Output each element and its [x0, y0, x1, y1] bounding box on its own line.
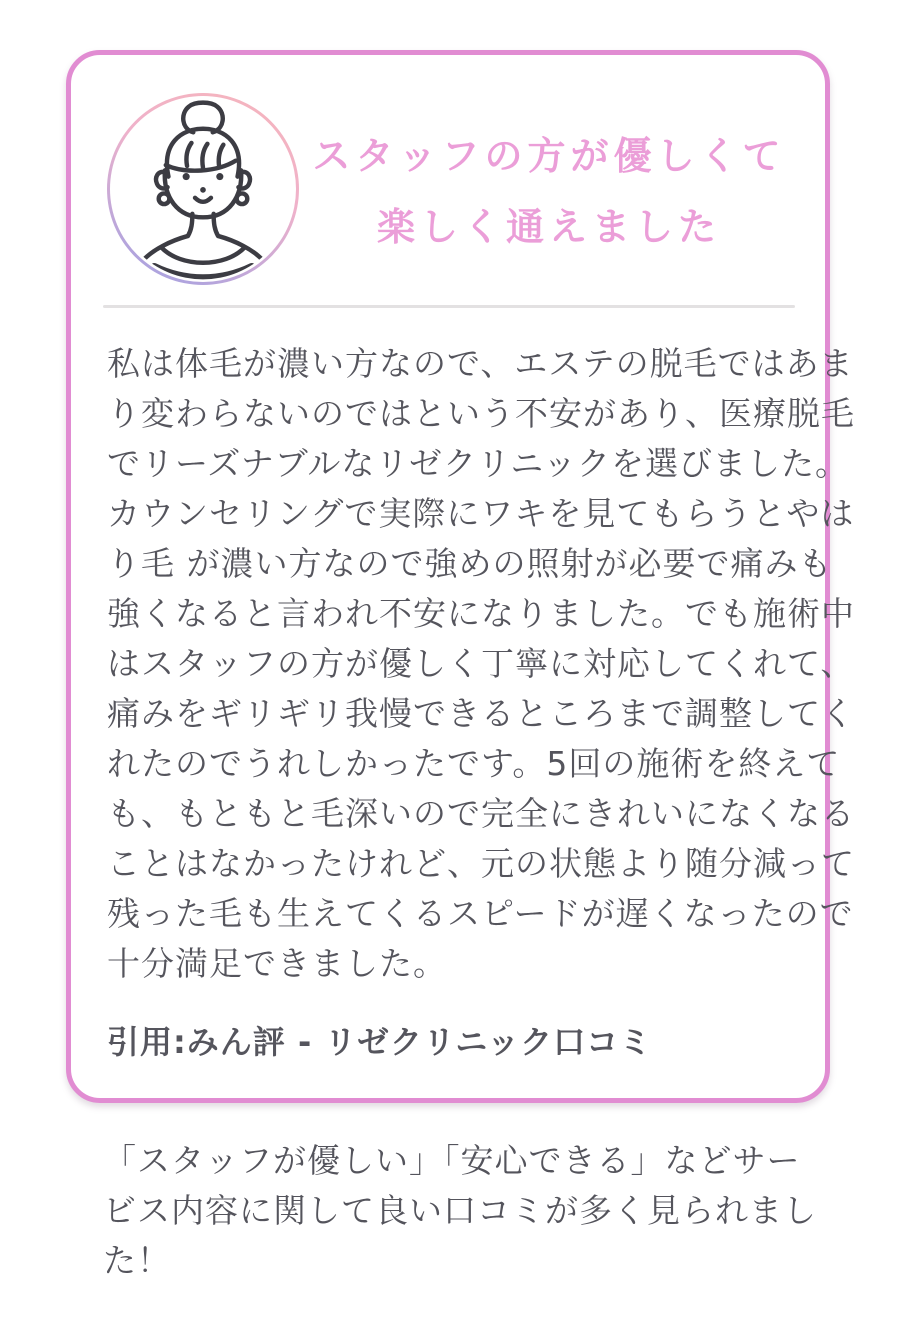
review-headline — [299, 115, 799, 263]
avatar-gradient-ring — [107, 93, 299, 285]
reviewer-avatar — [110, 96, 296, 282]
review-line: 私は体毛が濃い方なので、エステの脱毛ではあま — [107, 344, 854, 383]
review-card — [66, 50, 855, 1103]
summary-line: 「スタッフが優しい」「安心できる」などサー — [103, 1141, 801, 1180]
review-body-text — [71, 308, 855, 989]
review-line: 強くなると言われ不安になりました。でも施術中 — [107, 594, 855, 633]
review-line: れたのでうれしかったです。5回の施術を終えて — [107, 744, 841, 783]
review-line: カウンセリングで実際にワキを見てもらうとやは — [107, 494, 855, 533]
review-line: も、もともと毛深いので完全にきれいになくなる — [107, 794, 855, 833]
review-line: 残った毛も生えてくるスピードが遅くなったので — [107, 894, 854, 933]
review-line: でリーズナブルなリゼクリニックを選びました。 — [107, 444, 850, 483]
headline-line-2: 楽しく通えました — [376, 205, 721, 249]
review-line: り変わらないのではという不安があり、医療脱毛 — [107, 394, 855, 433]
review-card-header — [71, 55, 825, 285]
woman-avatar-icon — [110, 96, 296, 282]
review-line: 十分満足できました。 — [107, 944, 447, 983]
summary-line: た！ — [103, 1241, 171, 1280]
review-line: ことはなかったけれど、元の状態より随分減って — [107, 844, 855, 883]
review-line: 痛みをギリギリ我慢できるところまで調整してく — [107, 694, 855, 733]
summary-line: ビス内容に関して良い口コミが多く見られまし — [103, 1191, 817, 1230]
headline-line-1: スタッフの方が優しくて — [312, 134, 786, 178]
review-line: り毛 が濃い方なので強めの照射が必要で痛みも — [107, 544, 833, 583]
summary-note — [103, 1136, 833, 1286]
review-citation: 引用:みん評 - リゼクリニック口コミ — [107, 1023, 653, 1061]
review-line: はスタッフの方が優しく丁寧に対応してくれて、 — [107, 644, 855, 683]
